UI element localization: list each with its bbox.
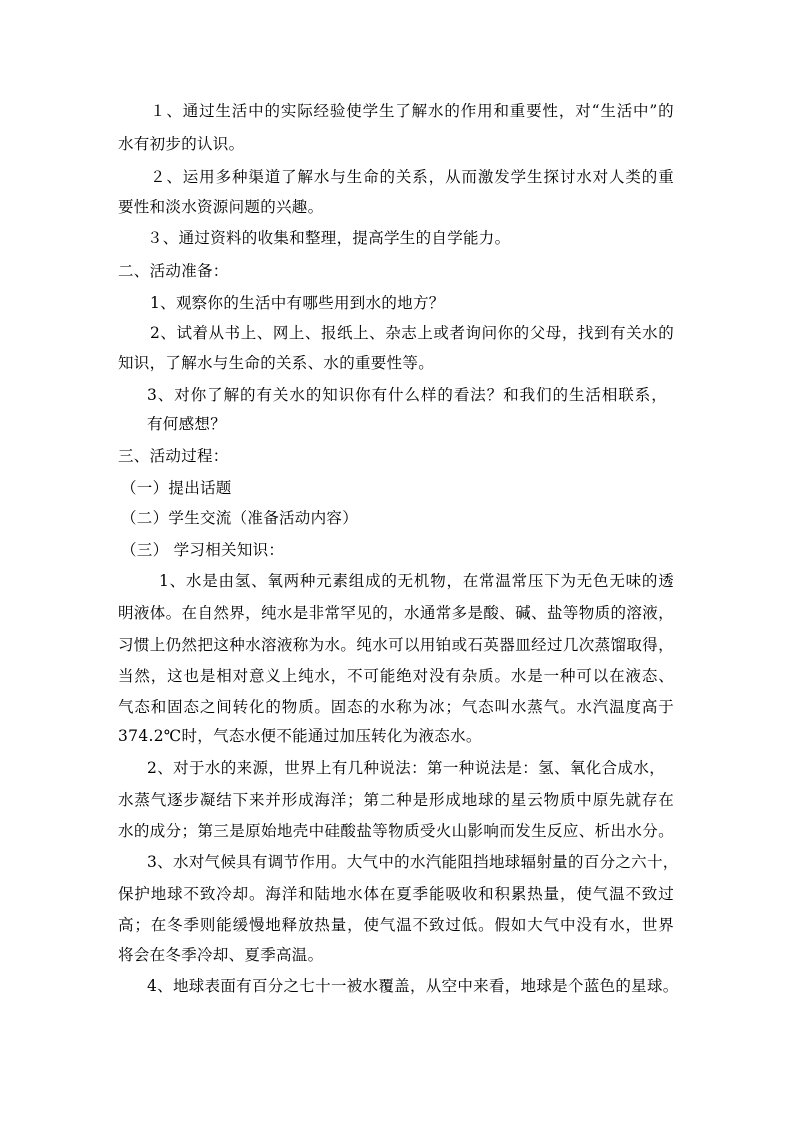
knowledge-1-line-6: 374.2℃时，气态水便不能通过加压转化为液态水。 xyxy=(118,727,482,745)
knowledge-1-line-3: 习惯上仍然把这种水溶液称为水。纯水可以用铂或石英器皿经过几次蒸馏取得， xyxy=(118,636,674,654)
process-step-3: （三） 学习相关知识： xyxy=(121,541,285,559)
objective-2-line-2: 要性和淡水资源问题的兴趣。 xyxy=(118,198,324,216)
knowledge-4: 4、地球表面有百分之七十一被水覆盖，从空中来看，地球是个蓝色的星球。 xyxy=(147,977,679,995)
section-heading-preparation: 二、活动准备： xyxy=(118,262,229,280)
preparation-item-3-line-1: 3、对你了解的有关水的知识你有什么样的看法？和我们的生活相联系， xyxy=(147,386,667,404)
knowledge-3-line-3: 高；在冬季则能缓慢地释放热量，使气温不致过低。假如大气中没有水，世界 xyxy=(118,916,674,934)
section-heading-process: 三、活动过程： xyxy=(118,447,229,465)
knowledge-2-line-3: 水的成分；第三是原始地壳中硅酸盐等物质受火山影响而发生反应、析出水分。 xyxy=(118,822,674,840)
knowledge-1-line-2: 明液体。在自然界，纯水是非常罕见的，水通常多是酸、碱、盐等物质的溶液， xyxy=(118,604,674,622)
knowledge-1-line-1: 1、水是由氢、氧两种元素组成的无机物，在常温常压下为无色无味的透 xyxy=(159,572,674,590)
process-step-1: （一）提出话题 xyxy=(121,479,232,497)
preparation-item-2-line-1: 2、试着从书上、网上、报纸上、杂志上或者询问你的父母，找到有关水的 xyxy=(150,324,674,342)
knowledge-3-line-2: 保护地球不致冷却。海洋和陆地水体在夏季能吸收和积累热量，使气温不致过 xyxy=(118,885,674,903)
knowledge-1-line-5: 气态和固态之间转化的物质。固态的水称为冰；气态叫水蒸气。水汽温度高于 xyxy=(118,698,674,716)
preparation-item-3-line-2: 有何感想？ xyxy=(147,415,227,433)
knowledge-3-line-4: 将会在冬季冷却、夏季高温。 xyxy=(118,946,324,964)
preparation-item-1: 1、观察你的生活中有哪些用到水的地方？ xyxy=(150,294,445,312)
objective-1-line-2: 水有初步的认识。 xyxy=(118,135,245,153)
objective-1-line-1: １、通过生活中的实际经验使学生了解水的作用和重要性，对“生活中”的 xyxy=(150,102,674,120)
knowledge-1-line-4: 当然，这也是相对意义上纯水，不可能绝对没有杂质。水是一种可以在液态、 xyxy=(118,667,674,685)
preparation-item-2-line-2: 知识，了解水与生命的关系、水的重要性等。 xyxy=(118,354,435,372)
knowledge-2-line-1: 2、对于水的来源，世界上有几种说法：第一种说法是：氢、氧化合成水， xyxy=(147,759,665,777)
process-step-2: （二）学生交流（准备活动内容） xyxy=(121,509,359,527)
objective-2-line-1: ２、运用多种渠道了解水与生命的关系，从而激发学生探讨水对人类的重 xyxy=(150,168,674,186)
knowledge-2-line-2: 水蒸气逐步凝结下来并形成海洋；第二种是形成地球的星云物质中原先就存在 xyxy=(118,791,674,809)
objective-3: ３、通过资料的收集和整理，提高学生的自学能力。 xyxy=(147,229,511,247)
knowledge-3-line-1: 3、水对气候具有调节作用。大气中的水汽能阻挡地球辐射量的百分之六十， xyxy=(147,853,679,871)
